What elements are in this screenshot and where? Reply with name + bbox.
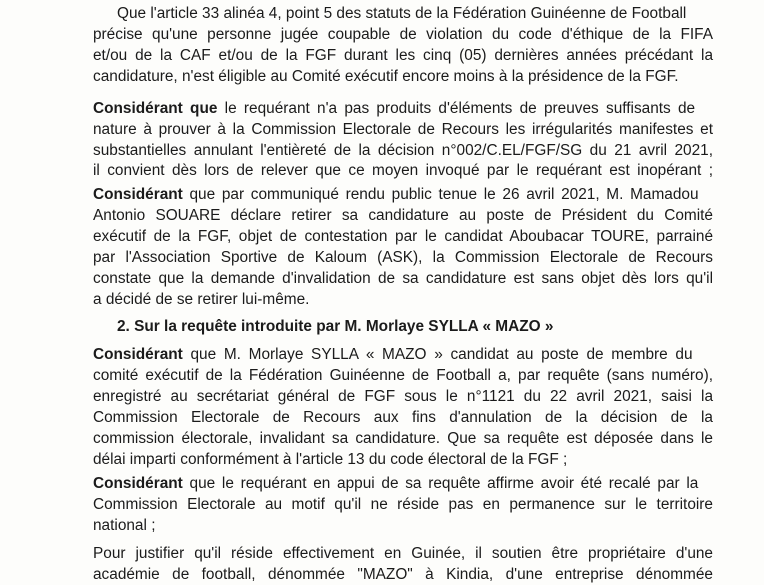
text-line: substantielles annulant l'entièreté de la décision n°002/C.EL/FGF/SG du 21 avril 2021, [93, 142, 713, 159]
text-line: exécutif de la FGF, objet de contestation par le candidat Aboubacar TOURE, parrainé [93, 228, 713, 245]
text-line: Considérant que par communiqué rendu public tenue le 26 avril 2021, M. Mamadou [93, 186, 699, 203]
text-line: Que l'article 33 alinéa 4, point 5 des statuts de la Fédération Guinéenne de Football [117, 5, 687, 22]
text-line: précise qu'une personne jugée coupable de violation du code d'éthique de la FIFA [93, 26, 713, 43]
text-line: il convient dès lors de relever que ce moyen invoqué par le requérant est inopérant ; [93, 162, 713, 179]
text-line: commission électorale, invalidant sa candidature. Que sa requête est déposée dans le [93, 430, 713, 447]
text-line: candidature, n'est éligible au Comité exécutif encore moins à la présidence de la FGF. [93, 68, 679, 85]
text-line: Antonio SOUARE déclare retirer sa candidature au poste de Président du Comité [93, 207, 713, 224]
text-line: constate que la demande d'invalidation de sa candidature est sans objet dès lors qu'il [93, 270, 713, 287]
considerant-label: Considérant que [93, 100, 218, 117]
text-line: Considérant que le requérant n'a pas produits d'éléments de preuves suffisants de [93, 100, 696, 117]
considerant-label: Considérant [93, 346, 183, 363]
text-line: a décidé de se retirer lui-même. [93, 291, 310, 308]
text-line: Pour justifier qu'il réside effectivement en Guinée, il soutien être propriétaire d'une [93, 545, 713, 562]
text-line: comité exécutif de la Fédération Guinéenne de Football a, par requête (sans numéro), [93, 367, 713, 384]
text-line: et/ou de la CAF et/ou de la FGF durant les cinq (05) dernières années précédant la [93, 47, 713, 64]
text-line: national ; [93, 517, 156, 534]
considerant-label: Considérant [93, 475, 183, 492]
text-line: nature à prouver à la Commission Electorale de Recours les irrégularités manifestes et [93, 121, 713, 138]
considerant-label: Considérant [93, 186, 183, 203]
text-line: par l'Association Sportive de Kaloum (ASK), la Commission Electorale de Recours [93, 249, 713, 266]
text-line: Commission Electorale au motif qu'il ne réside pas en permanence sur le territoire [93, 496, 713, 513]
text-line: académie de football, dénommée "MAZO" à Kindia, d'une entreprise dénommée [93, 566, 713, 583]
text-line: Considérant que le requérant en appui de sa requête affirme avoir été recalé par la [93, 475, 699, 492]
text-line: enregistré au secrétariat général de FGF sous le n°1121 du 22 avril 2021, saisi la [93, 388, 713, 405]
text-line: délai imparti conformément à l'article 13 du code électoral de la FGF ; [93, 451, 568, 468]
text-line: Considérant que M. Morlaye SYLLA « MAZO » candidat au poste de membre du [93, 346, 693, 363]
text-line: Commission Electorale de Recours aux fins d'annulation de la décision de la [93, 409, 713, 426]
section-heading: 2. Sur la requête introduite par M. Morlaye SYLLA « MAZO » [117, 318, 554, 335]
